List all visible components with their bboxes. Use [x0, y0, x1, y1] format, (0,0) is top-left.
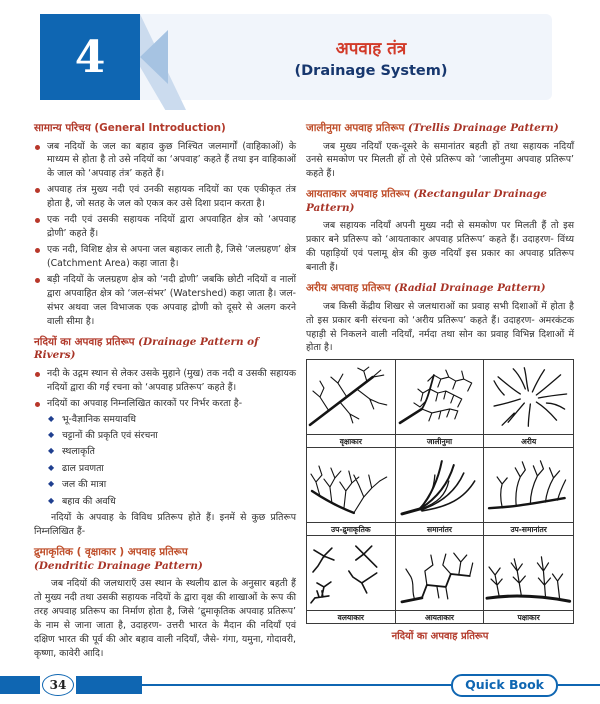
heading-english: (Trellis Drainage Pattern)	[408, 122, 559, 134]
cell-label: पक्षाकार	[484, 610, 573, 623]
heading-english: (Radial Drainage Pattern)	[394, 282, 546, 295]
footer-bar-left	[0, 676, 40, 694]
figure-grid	[306, 359, 574, 624]
pinnate-pattern-drawing	[484, 536, 573, 610]
figure-cell-parallel	[396, 448, 485, 536]
radial-pattern-drawing	[484, 360, 573, 434]
figure-cell-sub-parallel	[484, 448, 573, 536]
cell-label: अरीय	[484, 434, 573, 447]
figure-cell-radial	[484, 360, 573, 448]
factor-item: ◆ जल की मात्रा	[48, 478, 296, 492]
right-column	[306, 122, 574, 664]
cell-label: वृक्षाकार	[307, 434, 395, 447]
cell-label: आयताकार	[396, 610, 484, 623]
factor-item: ◆ भू-वैज्ञानिक समयावधि	[48, 413, 296, 427]
figure-cell-pinnate	[484, 536, 573, 623]
factor-item: ◆ स्थलाकृति	[48, 445, 296, 459]
footer-bar-mid	[76, 676, 142, 694]
section-heading-radial	[306, 282, 574, 296]
figure-cell-rectangular	[396, 536, 485, 623]
heading-hindi: जालीनुमा अपवाह प्रतिरूप	[306, 122, 405, 134]
page-number: 34	[42, 674, 74, 696]
drainage-pattern-closing: नदियों के अपवाह के विविध प्रतिरूप होते हैं। इनमें से कुछ प्रतिरूप निम्नलिखित हैं-	[34, 512, 296, 538]
sub-dendritic-pattern-drawing	[307, 448, 395, 522]
general-intro-bullets	[34, 140, 296, 329]
bullet-item: नदी के उद्गम स्थान से लेकर उसके मुहाने (मुख) तक नदी व उसकी सहायक नदियों द्वारा की गई रचना को ‘अपवाह प्रतिरूप’ कहते हैं।	[34, 367, 296, 395]
factor-item: ◆ बहाव की अवधि	[48, 495, 296, 509]
rectangular-paragraph: जब सहायक नदियाँ अपनी मुख्य नदी से समकोण पर मिलती हैं तो इस प्रकार बने प्रतिरूप को ‘आयताकार अपवाह प्रतिरूप’ कहते हैं। उदाहरण- विंध्य की पहाड़ियों एवं पलामू क्षेत्र की कुछ नदियाँ इस प्रकार का अपवाह प्रतिरूप बनाती हैं।	[306, 220, 574, 274]
dendritic-pattern-drawing	[307, 360, 395, 434]
chapter-title-english: (Drainage System)	[294, 62, 448, 79]
figure-cell-trellis	[396, 360, 485, 448]
radial-paragraph: जब किसी केंद्रीय शिखर से जलधाराओं का प्रवाह सभी दिशाओं में होता है तो इस प्रकार बनी संरचना को ‘अरीय प्रतिरूप’ कहते हैं। उदाहरण- अमरकंटक पहाड़ी से निकलने वाली नदियाँ, नर्मदा तथा सोन का प्रवाह विभिन्न दिशाओं में होता है।	[306, 300, 574, 354]
heading-hindi: द्रुमाकृतिक ( वृक्षाकार ) अपवाह प्रतिरूप	[34, 546, 188, 559]
section-heading-dendritic	[34, 546, 296, 573]
heading-english: (Drainage Pattern of Rivers)	[34, 335, 259, 362]
figure-cell-sub-dendritic	[307, 448, 396, 536]
heading-hindi: आयताकार अपवाह प्रतिरूप	[306, 188, 410, 201]
annular-pattern-drawing	[307, 536, 395, 610]
bullet-item: एक नदी एवं उसकी सहायक नदियों द्वारा अपवाहित क्षेत्र को ‘अपवाह द्रोणी’ कहते हैं।	[34, 213, 296, 241]
drainage-patterns-figure	[306, 359, 574, 644]
drainage-pattern-bullets	[34, 367, 296, 411]
sub-parallel-pattern-drawing	[484, 448, 573, 522]
section-heading-drainage-pattern	[34, 336, 296, 363]
section-heading-trellis	[306, 122, 574, 136]
trellis-pattern-drawing	[396, 360, 484, 434]
cell-label: उप-समानांतर	[484, 522, 573, 535]
heading-hindi: नदियों का अपवाह प्रतिरूप	[34, 335, 135, 348]
section-heading-rectangular	[306, 188, 574, 215]
footer-rule	[142, 684, 451, 686]
heading-hindi: अरीय अपवाह प्रतिरूप	[306, 282, 391, 295]
page-footer	[0, 674, 600, 696]
parallel-pattern-drawing	[396, 448, 484, 522]
drainage-factors-list	[48, 413, 296, 509]
figure-cell-dendritic	[307, 360, 396, 448]
cell-label: उप-द्रुमाकृतिक	[307, 522, 395, 535]
bullet-item: जब नदियों के जल का बहाव कुछ निश्चित जलमार्गों (वाहिकाओं) के माध्यम से होता है तो उसे नदियों का ‘अपवाह’ कहते हैं तथा इन वाहिकाओं के जाल को ‘अपवाह तंत्र’ कहते हैं।	[34, 140, 296, 182]
bullet-item: नदियों का अपवाह निम्नलिखित कारकों पर निर्भर करता है-	[34, 397, 296, 411]
rectangular-pattern-drawing	[396, 536, 484, 610]
cell-label: समानांतर	[396, 522, 484, 535]
factor-item: ◆ चट्टानों की प्रकृति एवं संरचना	[48, 429, 296, 443]
figure-cell-annular	[307, 536, 396, 623]
cell-label: वलयाकार	[307, 610, 395, 623]
chapter-title-hindi: अपवाह तंत्र	[335, 38, 407, 59]
section-heading-general-introduction: सामान्य परिचय (General Introduction)	[34, 122, 226, 134]
chapter-titles	[190, 14, 552, 100]
page-body	[34, 122, 574, 664]
factor-item: ◆ ढाल प्रवणता	[48, 462, 296, 476]
heading-english: (Rectangular Drainage Pattern)	[306, 188, 547, 214]
heading-english: (Dendritic Drainage Pattern)	[34, 559, 203, 572]
figure-caption: नदियों का अपवाह प्रतिरूप	[391, 631, 489, 643]
dendritic-paragraph: जब नदियों की जलधाराएँ उस स्थान के स्थलीय ढाल के अनुसार बहती हैं तो मुख्य नदी तथा उसकी सहायक नदियों के द्वारा वृक्ष की शाखाओं के रूप की तरह अपवाह प्रतिरूप का निर्माण होता है, जिसे ‘द्रुमाकृतिक अपवाह प्रतिरूप’ के नाम से जाना जाता है, उदाहरण- उत्तरी भारत के मैदान की नदियाँ एवं दक्षिण भारत की पूर्व की ओर बहाव वाली नदियाँ, जैसे- गंगा, यमुना, गोदावरी, कृष्णा, कावेरी आदि।	[34, 578, 296, 659]
trellis-paragraph: जब मुख्य नदियाँ एक-दूसरे के समानांतर बहती हों तथा सहायक नदियाँ उनसे समकोण पर मिलती हों तो ऐसे प्रतिरूप को ‘जालीनुमा अपवाह प्रतिरूप’ कहते हैं।	[306, 140, 574, 180]
left-column	[34, 122, 296, 664]
footer-rule-stub	[558, 684, 600, 686]
chapter-number-box	[40, 14, 140, 100]
cell-label: जालीनुमा	[396, 434, 484, 447]
chapter-number: 4	[74, 31, 106, 83]
chapter-header	[40, 14, 552, 100]
bullet-item: अपवाह तंत्र मुख्य नदी एवं उनकी सहायक नदियों का एक एकीकृत तंत्र होता है, जो सतह के जल को एकत्र कर उसे दिशा प्रदान करता है।	[34, 183, 296, 211]
bullet-item: एक नदी, विशिष्ट क्षेत्र से अपना जल बहाकर लाती है, जिसे ‘जलग्रहण’ क्षेत्र (Catchment Area) कहा जाता है।	[34, 243, 296, 271]
quick-book-badge: Quick Book	[451, 674, 558, 697]
bullet-item: बड़ी नदियों के जलग्रहण क्षेत्र को ‘नदी द्रोणी’ जबकि छोटी नदियों व नालों द्वारा अपवाहित क्षेत्र को ‘जल-संभर’ (Watershed) कहा जाता है। जल-संभर अथवा जल विभाजक एक अपवाह द्रोणी को दूसरे से अलग करने वाली सीमा है।	[34, 273, 296, 329]
